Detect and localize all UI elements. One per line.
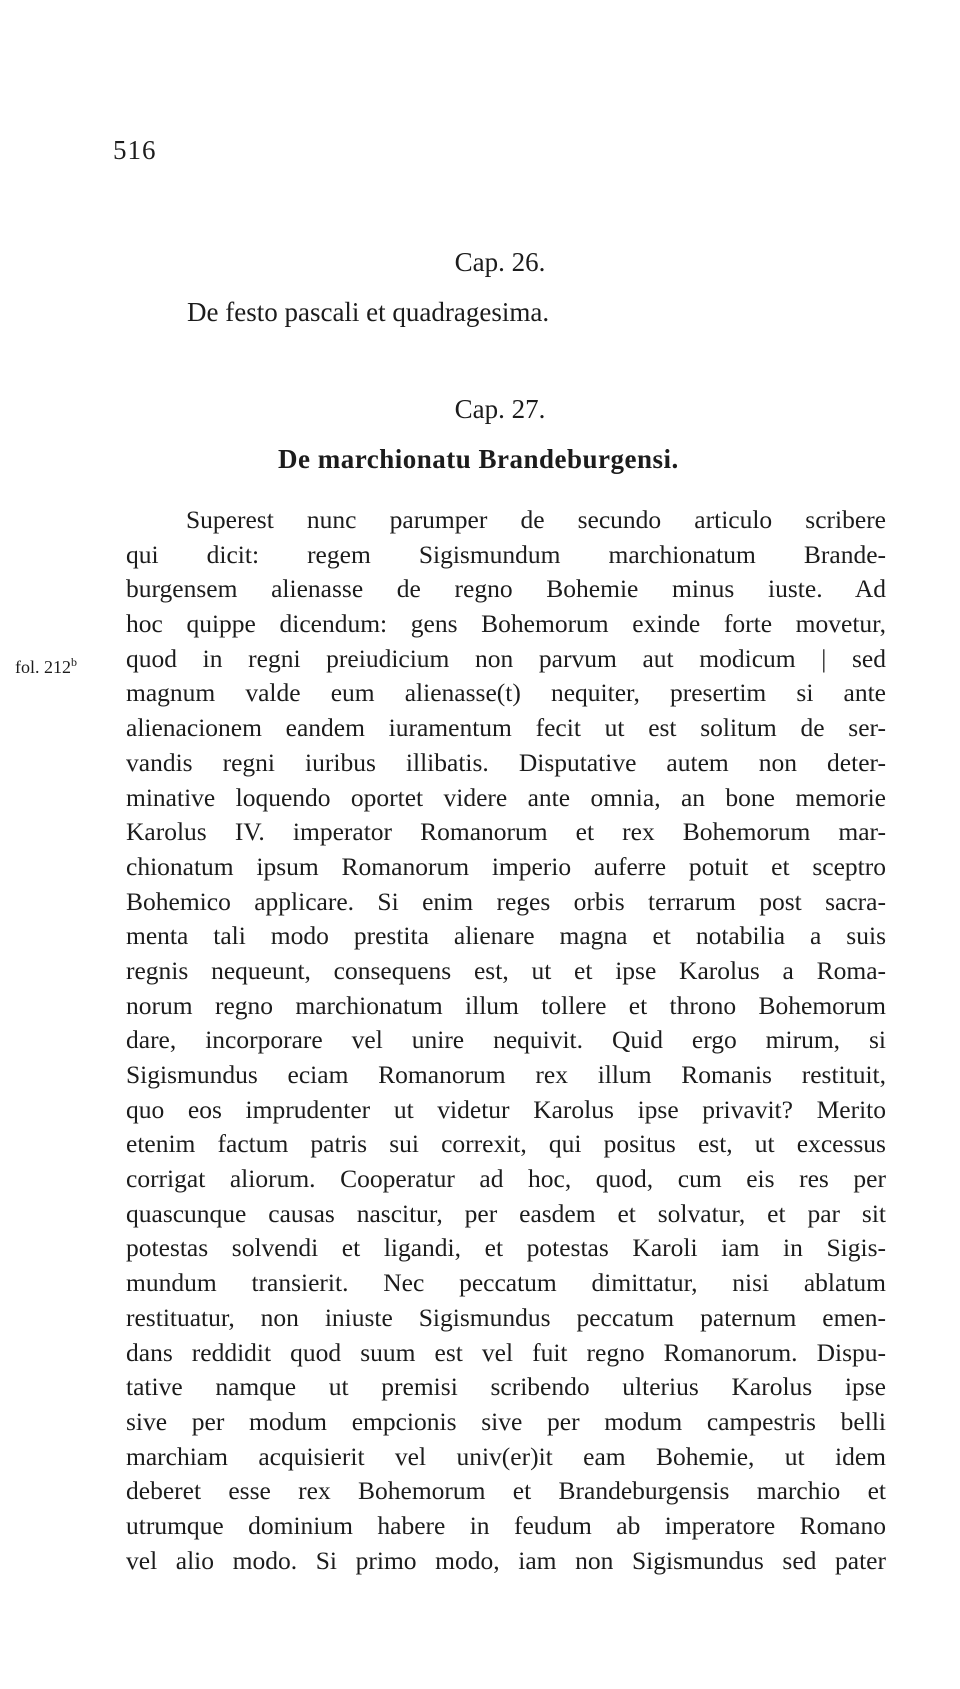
text-line: utrumque dominium habere in feudum ab imperatore Romano (126, 1510, 886, 1540)
text-line: burgensem alienasse de regno Bohemie minus iuste. Ad (126, 574, 886, 604)
text-line: potestas solvendi et ligandi, et potestas Karoli iam in Sigis- (126, 1233, 886, 1263)
text-line: menta tali modo prestita alienare magna et notabilia a suis (126, 921, 886, 951)
page-number: 516 (113, 135, 157, 165)
text-line: dare, incorporare vel unire nequivit. Quid ergo mirum, si (126, 1025, 886, 1055)
folio-side: b (71, 655, 77, 669)
text-line: alienacionem eandem iuramentum fecit ut est solitum de ser- (126, 713, 886, 743)
text-line: restituatur, non iniuste Sigismundus peccatum paternum emen- (126, 1302, 886, 1332)
text-line: mundum transierit. Nec peccatum dimittatur, nisi ablatum (126, 1268, 886, 1298)
text-line: Superest nunc parumper de secundo articulo scribere (186, 505, 886, 534)
chapter-27-body (126, 503, 886, 1578)
chapter-26-heading: Cap. 26. (454, 247, 546, 277)
text-line: marchiam acquisierit vel univ(er)it eam Bohemie, ut idem (126, 1441, 886, 1471)
text-line: deberet esse rex Bohemorum et Brandeburgensis marchio et (126, 1476, 886, 1506)
text-line: quascunque causas nascitur, per easdem et solvatur, et par sit (126, 1198, 886, 1228)
text-line: etenim factum patris sui correxit, qui positus est, ut excessus (126, 1129, 886, 1159)
text-line: magnum valde eum alienasse(t) nequiter, presertim si ante (126, 678, 886, 708)
text-line: hoc quippe dicendum: gens Bohemorum exinde forte movetur, (126, 609, 886, 639)
text-line: Sigismundus eciam Romanorum rex illum Romanis restituit, (126, 1060, 886, 1089)
chapter-27-title: De marchionatu Brandeburgensi. (278, 444, 679, 474)
text-line: vel alio modo. Si primo modo, iam non Sigismundus sed pater (126, 1545, 886, 1575)
text-line: corrigat aliorum. Cooperatur ad hoc, quod, cum eis res per (126, 1164, 886, 1194)
text-line: Bohemico applicare. Si enim reges orbis terrarum post sacra- (126, 886, 886, 916)
chapter-27-heading: Cap. 27. (454, 394, 546, 424)
folio-label: fol. 212 (15, 657, 71, 677)
text-line: quod in regni preiudicium non parvum aut modicum | sed (126, 643, 886, 673)
text-line: sive per modum empcionis sive per modum campestris belli (126, 1406, 886, 1436)
text-line: vandis regni iuribus illibatis. Disputative autem non deter- (126, 747, 886, 777)
text-line: regnis nequeunt, consequens est, ut et ipse Karolus a Roma- (126, 955, 886, 985)
text-line: dans reddidit quod suum est vel fuit regno Romanorum. Dispu- (126, 1337, 886, 1367)
text-line: quo eos imprudenter ut videtur Karolus ipse privavit? Merito (126, 1094, 886, 1124)
text-line: qui dicit: regem Sigismundum marchionatum Brande- (126, 539, 886, 569)
text-line: tative namque ut premisi scribendo ulterius Karolus ipse (126, 1372, 886, 1402)
text-line: Karolus IV. imperator Romanorum et rex Bohemorum mar- (126, 817, 886, 847)
chapter-26-title: De festo pascali et quadragesima. (187, 297, 550, 327)
folio-margin-note (15, 655, 77, 678)
text-line: norum regno marchionatum illum tollere et throno Bohemorum (126, 990, 886, 1020)
text-line: minative loquendo oportet videre ante omnia, an bone memorie (126, 782, 886, 812)
text-line: chionatum ipsum Romanorum imperio auferre potuit et sceptro (126, 851, 886, 881)
